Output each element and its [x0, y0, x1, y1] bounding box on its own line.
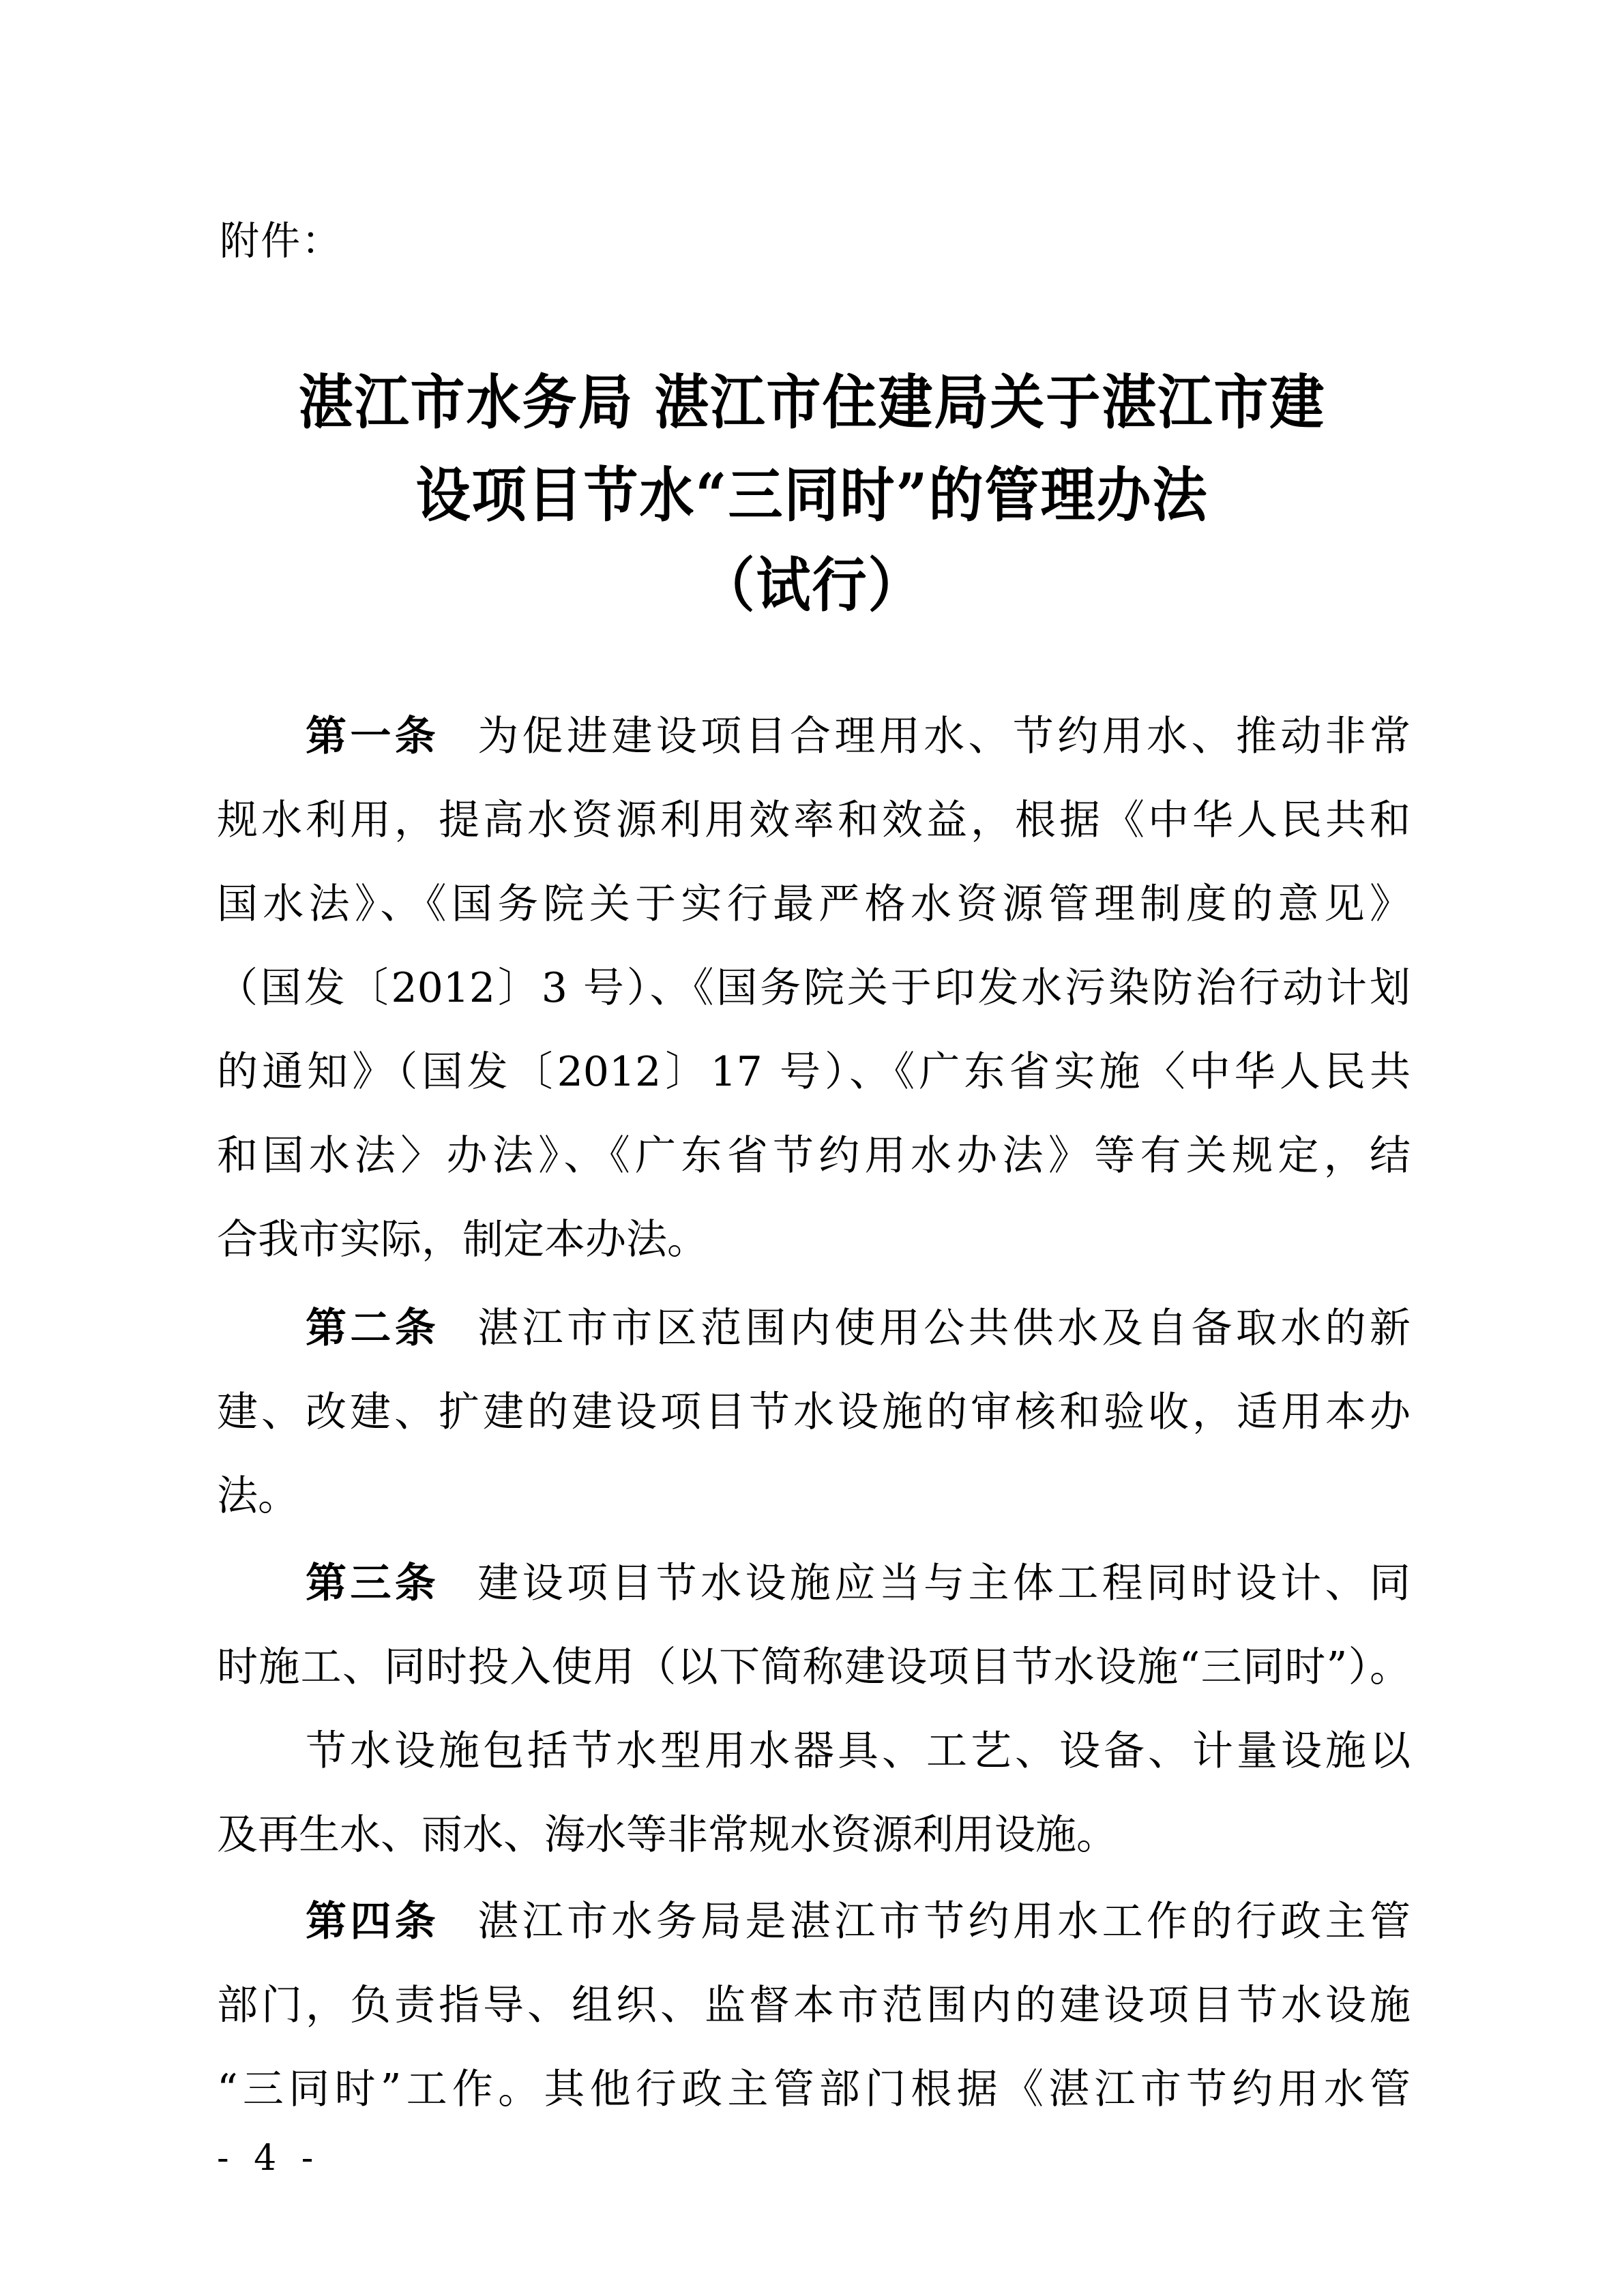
page-number: - 4 - — [217, 2138, 321, 2179]
article-1-line-4: （国发〔2012〕3 号）、《国务院关于印发水污染防治行动计划 — [217, 964, 1411, 1012]
article-3-line-2: 时施工、同时投入使用（以下简称建设项目节水设施“三同时”）。 — [217, 1643, 1411, 1691]
article-1-line-1 — [306, 709, 1411, 764]
article-2-label: 第二条 — [306, 1304, 440, 1352]
article-1-line-3: 国水法》、《国务院关于实行最严格水资源管理制度的意见》 — [217, 880, 1411, 928]
article-2-line-2: 建、改建、扩建的建设项目节水设施的审核和验收，适用本办 — [217, 1388, 1411, 1436]
document-title-line-2: 设项目节水“三同时”的管理办法 — [415, 460, 1209, 530]
article-1-line-2: 规水利用，提高水资源利用效率和效益，根据《中华人民共和 — [217, 796, 1411, 844]
article-1-label: 第一条 — [306, 713, 440, 760]
article-1-line-7: 合我市实际，制定本办法。 — [217, 1216, 708, 1264]
article-2-line-3: 法。 — [217, 1472, 299, 1520]
article-3-paragraph-2-line-2: 及再生水、雨水、海水等非常规水资源利用设施。 — [217, 1811, 1117, 1859]
article-text: 为促进建设项目合理用水、节约用水、推动非常 — [477, 713, 1411, 760]
article-3-paragraph-2-line-1: 节水设施包括节水型用水器具、工艺、设备、计量设施以 — [306, 1727, 1411, 1775]
attachment-label: 附件： — [220, 218, 343, 264]
article-4-line-3: “三同时”工作。其他行政主管部门根据《湛江市节约用水管 — [217, 2066, 1411, 2113]
document-title-line-3: （试行） — [700, 550, 924, 620]
article-1-line-5: 的通知》（国发〔2012〕17 号）、《广东省实施〈中华人民共 — [217, 1048, 1411, 1096]
article-2-line-1 — [306, 1301, 1411, 1356]
article-4-line-2: 部门，负责指导、组织、监督本市范围内的建设项目节水设施 — [217, 1982, 1411, 2029]
article-1-line-6: 和国水法〉办法》、《广东省节约用水办法》等有关规定，结 — [217, 1132, 1411, 1180]
article-text: 湛江市水务局是湛江市节约用水工作的行政主管 — [477, 1898, 1411, 1945]
article-text: 建设项目节水设施应当与主体工程同时设计、同 — [477, 1560, 1411, 1607]
article-text: 湛江市市区范围内使用公共供水及自备取水的新 — [477, 1304, 1411, 1352]
article-3-line-1 — [306, 1556, 1411, 1611]
document-title-line-1: 湛江市水务局 湛江市住建局关于湛江市建 — [298, 368, 1326, 437]
article-4-line-1 — [306, 1894, 1411, 1949]
article-4-label: 第四条 — [306, 1898, 440, 1945]
article-3-label: 第三条 — [306, 1560, 440, 1607]
